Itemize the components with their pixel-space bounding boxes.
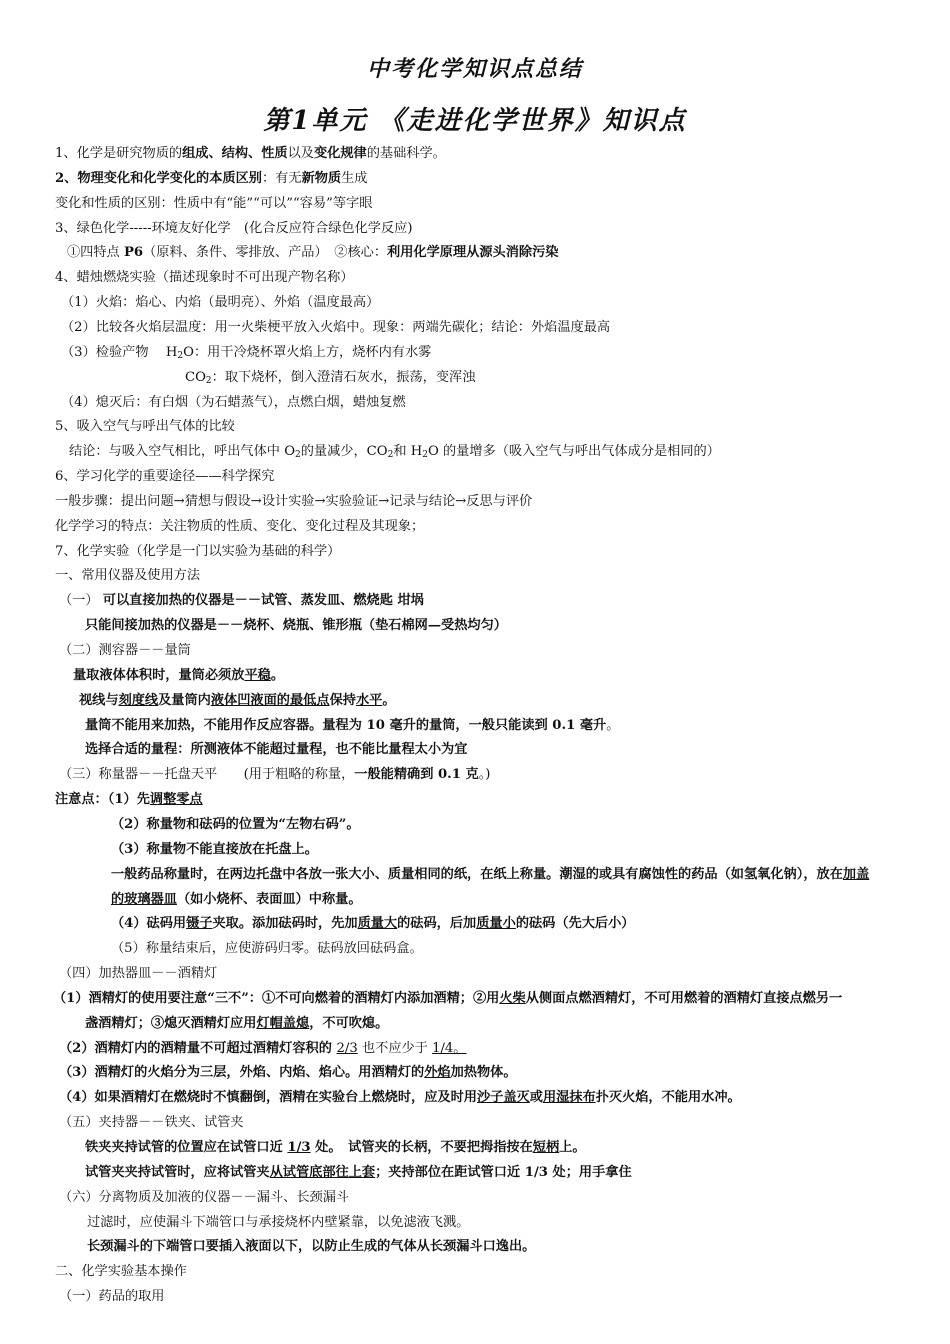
- text-line: [55, 563, 912, 588]
- text-line: [55, 539, 912, 564]
- unit-heading: 第1单元 《走进化学世界》知识点: [263, 106, 687, 136]
- text-run: 的量减少，CO: [300, 444, 388, 460]
- text-run: （2）酒精灯内的酒精量不可超过酒精灯容积的: [59, 1040, 337, 1056]
- text-run: 的玻璃器皿: [111, 891, 177, 907]
- text-run: 生成: [341, 170, 368, 186]
- text-line: [55, 166, 912, 191]
- text-line: [55, 141, 912, 166]
- text-line: [55, 887, 912, 912]
- text-line: [55, 812, 912, 837]
- text-line: [55, 1185, 912, 1210]
- text-run: 的砝码，后加: [397, 916, 477, 932]
- text-line: [55, 638, 912, 663]
- subscript: 2: [205, 375, 212, 386]
- subscript: 2: [387, 450, 394, 461]
- text-line: [55, 961, 912, 986]
- text-run: 火柴: [499, 990, 526, 1006]
- text-run: CO: [185, 369, 206, 385]
- text-run: （原料、条件、零排放、产品） ②核心：: [143, 245, 388, 261]
- text-run: 也不应少于: [357, 1040, 433, 1056]
- text-run: 的砝码（先大后小）: [515, 916, 635, 932]
- text-run: 从侧面点燃酒精灯，不可用燃着的酒精灯直接点燃另一: [525, 990, 843, 1006]
- text-run: 镊子: [186, 916, 213, 932]
- text-run: 3、绿色化学-----环境友好化学 (化合反应符合绿色化学反应): [55, 220, 413, 236]
- text-run: 。: [382, 692, 396, 708]
- text-line: [55, 1210, 912, 1235]
- text-line: [55, 489, 912, 514]
- text-run: ，不可吹熄。: [309, 1015, 389, 1031]
- text-line: [55, 688, 912, 713]
- text-line: [55, 464, 912, 489]
- text-run: （一）药品的取用: [59, 1289, 165, 1305]
- text-line: [53, 986, 912, 1011]
- text-run: （一）: [59, 593, 103, 609]
- text-run: 一般步骤：提出问题→猜想与假设→设计实验→实验验证→记录与结论→反思与评价: [55, 493, 533, 509]
- text-run: 质量小: [476, 916, 516, 932]
- text-run: 6、学习化学的重要途径——科学探究: [55, 469, 275, 485]
- text-run: 量筒不能用来加热，不能用作反应容器。量程为 10 毫升的量筒，一般只能读到 0.1 毫升: [85, 717, 607, 733]
- text-run: （六）分离物质及加液的仪器－－漏斗、长颈漏斗: [59, 1189, 350, 1205]
- text-line: [55, 290, 912, 315]
- text-run: （5）称量结束后，应使游码归零。砝码放回砝码盒。: [111, 941, 423, 957]
- text-run: 。: [270, 667, 284, 683]
- text-run: 组成、结构、性质: [182, 146, 288, 161]
- text-run: （如小烧杯、表面皿）中称量。: [176, 891, 362, 907]
- text-run: 注意点：（1）先: [55, 792, 150, 808]
- text-line: [55, 762, 912, 787]
- text-run: 以及: [287, 146, 314, 161]
- text-run: 保持: [329, 692, 356, 708]
- text-run: 5、吸入空气与呼出气体的比较: [55, 419, 235, 435]
- text-line: [55, 737, 912, 762]
- text-line: [55, 862, 912, 887]
- text-line: [55, 588, 912, 613]
- text-line: [55, 315, 912, 340]
- text-line: [55, 439, 912, 464]
- text-run: 加盖: [842, 866, 870, 882]
- text-run: （4）砝码用: [111, 916, 187, 932]
- text-run: （1）酒精灯的使用要注意“三不”：①不可向燃着的酒精灯内添加酒精；②用: [53, 990, 500, 1006]
- text-run: 4、蜡烛燃烧实验（描述现象时不可出现产物名称）: [55, 270, 354, 286]
- text-run: 利用化学原理从源头消除污染: [387, 245, 559, 261]
- text-run: ：有无: [262, 170, 302, 186]
- text-run: 变化和性质的区别：性质中有“能”“可以”“容易”等字眼: [55, 195, 373, 211]
- text-run: 1/3: [287, 1140, 311, 1155]
- text-run: 视线与: [79, 692, 119, 708]
- text-run: 盏酒精灯；③熄灭酒精灯应用: [85, 1015, 257, 1031]
- text-run: 和 H: [393, 444, 423, 460]
- text-line: [55, 1160, 912, 1185]
- document-title: 中考化学知识点总结: [366, 56, 583, 82]
- text-line: [55, 191, 912, 216]
- text-run: （4）熄灭后：有白烟（为石蜡蒸气），点燃白烟，蜡烛复燃: [61, 394, 406, 410]
- text-run: 1、化学是研究物质的: [55, 146, 183, 161]
- text-line: [55, 663, 912, 688]
- text-run: 处。 试管夹的长柄，不要把拇指按在: [310, 1140, 533, 1155]
- text-run: 及量筒内: [158, 692, 211, 708]
- text-line: [55, 1036, 912, 1061]
- text-run: 加热物体。: [450, 1065, 517, 1081]
- text-run: O：用干冷烧杯罩火焰上方，烧杯内有水雾: [183, 344, 432, 360]
- text-run: 。: [606, 717, 620, 733]
- text-run: 一、常用仪器及使用方法: [55, 568, 201, 584]
- text-run: ；夹持部位在距试管口近 1/3 处；用手拿住: [375, 1164, 632, 1180]
- subscript: 2: [422, 450, 428, 461]
- text-run: ：取下烧杯，倒入澄清石灰水，振荡，变浑浊: [211, 369, 476, 385]
- text-run: 短柄: [532, 1140, 560, 1155]
- text-run: 化学学习的特点：关注物质的性质、变化、变化过程及其现象；: [55, 518, 425, 534]
- text-line: [55, 514, 912, 539]
- text-run: 量取液体体积时，量筒必须放: [73, 667, 245, 683]
- text-run: 用湿抹布: [542, 1090, 596, 1106]
- text-run: 过滤时，应使漏斗下端管口与承接烧杯内壁紧靠，以免滤液飞溅。: [87, 1214, 470, 1230]
- text-run: 调整零点: [149, 792, 203, 808]
- text-line: [55, 613, 912, 638]
- text-run: （五）夹持器－－铁夹、试管夹: [59, 1115, 244, 1131]
- text-run: 的基础科学。: [366, 146, 446, 161]
- text-line: [55, 1234, 912, 1259]
- text-run: 只能间接加热的仪器是－－烧杯、烧瓶、锥形瓶（垫石棉网—受热均匀）: [85, 618, 507, 634]
- text-run: P6: [123, 245, 144, 261]
- text-run: （2）称量物和砝码的位置为“左物右码”。: [111, 816, 360, 832]
- text-run: （3）酒精灯的火焰分为三层，外焰、内焰、焰心。用酒精灯的: [59, 1065, 425, 1081]
- text-line: [55, 911, 912, 936]
- text-line: [55, 240, 912, 265]
- text-run: 结论：与吸入空气相比，呼出气体中 O: [69, 444, 296, 460]
- text-line: [55, 936, 912, 961]
- text-run: 新物质: [301, 170, 342, 186]
- text-line: [55, 1085, 912, 1110]
- text-run: 液体凹液面的最低点: [210, 692, 330, 708]
- text-run: 平稳: [244, 667, 271, 683]
- text-run: 一般药品称量时，在两边托盘中各放一张大小、质量相同的纸，在纸上称量。潮湿的或具有腐蚀性的药品（如氢氧化钠），放在: [111, 866, 843, 882]
- text-run: 。): [478, 767, 491, 783]
- subscript: 2: [177, 350, 184, 361]
- text-run: 铁夹夹持试管的位置应在试管口近: [85, 1140, 288, 1155]
- text-run: 2/3: [336, 1040, 358, 1056]
- text-run: （2）比较各火焰层温度：用一火柴梗平放入火焰中。现象：两端先碳化；结论：外焰温度最高: [61, 319, 611, 335]
- text-run: 灯帽盖熄: [256, 1015, 310, 1031]
- text-run: 夹取。添加砝码时，先加: [212, 916, 358, 932]
- text-line: [55, 1110, 912, 1135]
- subscript: 2: [295, 450, 301, 461]
- text-line: [55, 837, 912, 862]
- text-run: （三）称量器－－托盘天平 (用于粗略的称量，: [59, 767, 355, 783]
- text-line: [55, 787, 912, 812]
- text-run: 质量大: [357, 916, 398, 932]
- text-run: 选择合适的量程：所测液体不能超过量程，也不能比量程太小为宜: [85, 742, 468, 758]
- text-run: 水平: [355, 692, 383, 708]
- text-line: [55, 265, 912, 290]
- text-run: 沙子盖灭: [477, 1090, 530, 1106]
- text-run: （4）如果酒精灯在燃烧时不慎翻倒，酒精在实验台上燃烧时，应及时用: [59, 1090, 477, 1106]
- text-run: 从试管底部往上套: [269, 1164, 376, 1180]
- text-line: [55, 390, 912, 415]
- text-run: 或: [529, 1090, 543, 1106]
- text-run: 长颈漏斗的下端管口要插入液面以下，以防止生成的气体从长颈漏斗口逸出。: [87, 1239, 536, 1255]
- text-line: [55, 1259, 912, 1284]
- text-run: ①四特点: [67, 245, 124, 261]
- text-run: 上。: [559, 1140, 586, 1155]
- text-run: 2、物理变化和化学变化的本质区别: [55, 170, 262, 186]
- text-line: [55, 216, 912, 241]
- text-line: [55, 1284, 912, 1309]
- text-run: （四）加热器皿－－酒精灯: [59, 966, 218, 982]
- text-run: 二、化学实验基本操作: [55, 1264, 187, 1280]
- text-run: 1/4。: [432, 1040, 467, 1056]
- text-run: （3）称量物不能直接放在托盘上。: [111, 841, 318, 857]
- text-line: [55, 1135, 912, 1160]
- text-run: 可以直接加热的仪器是－－试管、蒸发皿、燃烧匙 坩埚: [102, 593, 424, 609]
- text-line: [55, 365, 912, 390]
- text-run: （二）测容器－－量筒: [59, 643, 191, 658]
- text-run: O 的量增多（吸入空气与呼出气体成分是相同的）: [427, 444, 720, 460]
- text-run: （3）检验产物 H: [61, 344, 178, 360]
- text-run: 一般能精确到 0.1 克: [354, 767, 479, 783]
- text-run: 7、化学实验（化学是一门以实验为基础的科学）: [55, 543, 341, 559]
- text-line: [55, 1060, 912, 1085]
- text-run: 外焰: [424, 1065, 451, 1081]
- text-run: 变化规律: [313, 146, 367, 161]
- text-line: [55, 1011, 912, 1036]
- text-line: [55, 713, 912, 738]
- text-line: [55, 414, 912, 439]
- text-run: 刻度线: [118, 692, 159, 708]
- text-line: [55, 340, 912, 365]
- text-run: 试管夹夹持试管时，应将试管夹: [85, 1164, 270, 1180]
- text-run: （1）火焰：焰心、内焰（最明亮）、外焰（温度最高）: [61, 295, 380, 311]
- text-run: 扑灭火焰，不能用水冲。: [595, 1090, 741, 1106]
